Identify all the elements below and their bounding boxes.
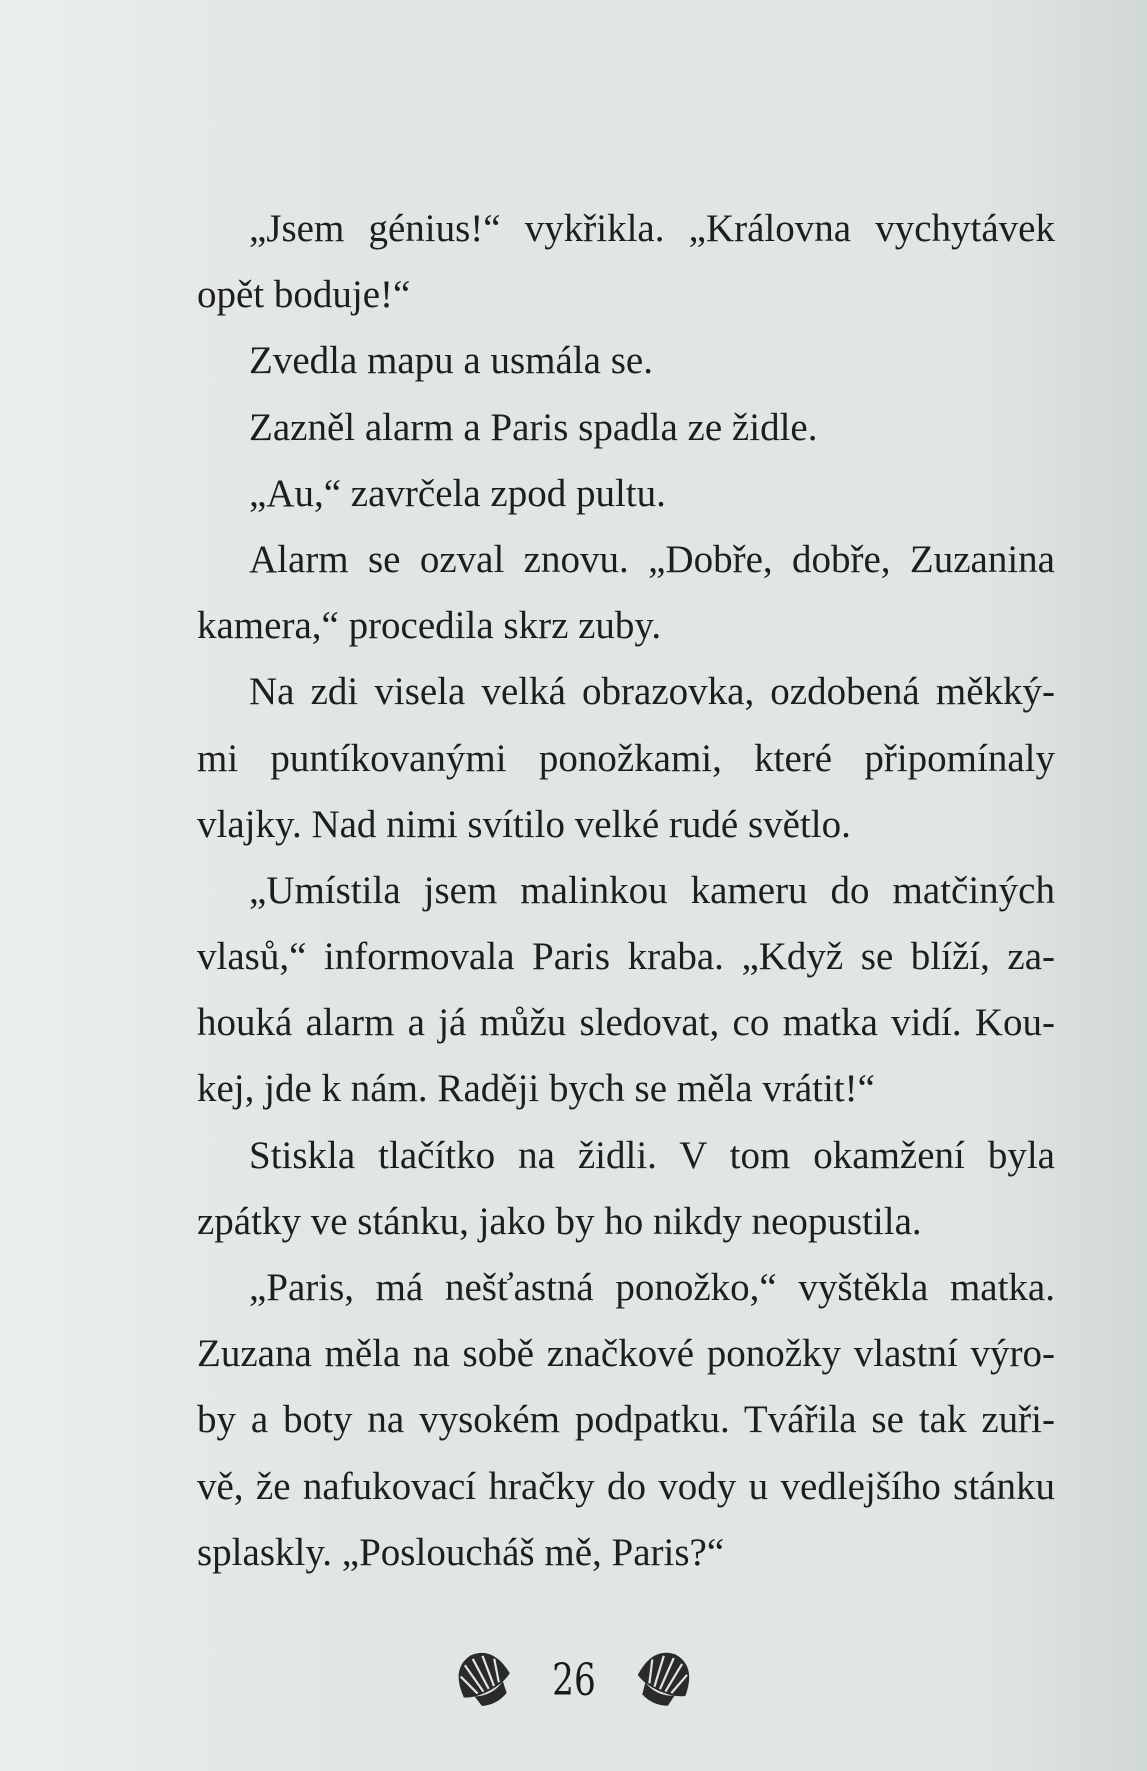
text-line: Na zdi visela velká obrazovka, ozdobená měkký- [249,670,1055,714]
text-line: zpátky ve stánku, jako by ho nikdy neopustila. [197,1199,922,1243]
paragraph-3 [145,395,1055,461]
paragraph-2 [145,328,1055,394]
shell-icon [448,1646,520,1714]
page-number: 26 [551,1654,596,1706]
text-line: by a boty na vysokém podpatku. Tvářila se tak zuři- [197,1398,1055,1442]
text-line: „Au,“ zavrčela zpod pultu. [249,471,666,515]
paragraph-7 [145,858,1055,1123]
text-line: „Umístila jsem malinkou kameru do matčiných [249,868,1055,912]
text-line: Zuzana měla na sobě značkové ponožky vlastní výro- [197,1332,1055,1376]
text-line: Alarm se ozval znovu. „Dobře, dobře, Zuzanina [249,537,1055,581]
paragraph-4 [145,461,1055,527]
page-footer [0,1640,1147,1720]
text-line: kej, jde k nám. Raději bych se měla vrátit!“ [197,1067,875,1111]
shell-icon [628,1646,700,1714]
text-line: houká alarm a já můžu sledovat, co matka vidí. Kou- [197,1001,1055,1045]
text-line: Stiskla tlačítko na židli. V tom okamžení byla [249,1133,1055,1177]
paragraph-8 [145,1123,1055,1255]
body-text [145,196,1055,1586]
text-line: splaskly. „Posloucháš mě, Paris?“ [197,1530,725,1574]
paragraph-1 [145,196,1055,328]
paragraph-6 [145,659,1055,858]
text-line: Zazněl alarm a Paris spadla ze židle. [249,405,818,449]
text-line: mi puntíkovanými ponožkami, které připomínaly [197,736,1055,780]
text-line: opět boduje!“ [197,273,411,317]
text-line: vlajky. Nad nimi svítilo velké rudé světlo. [197,802,851,846]
text-line: Zvedla mapu a usmála se. [249,339,653,383]
paragraph-9 [145,1255,1055,1586]
paragraph-5 [145,527,1055,659]
text-line: kamera,“ procedila skrz zuby. [197,604,662,648]
text-line: vě, že nafukovací hračky do vody u vedlejšího stánku [197,1464,1055,1508]
text-line: „Paris, má nešťastná ponožko,“ vyštěkla matka. [249,1266,1055,1309]
text-line: vlasů,“ informovala Paris kraba. „Když se blíží, za- [197,935,1055,979]
text-line: „Jsem génius!“ vykřikla. „Královna vychytávek [249,207,1055,250]
